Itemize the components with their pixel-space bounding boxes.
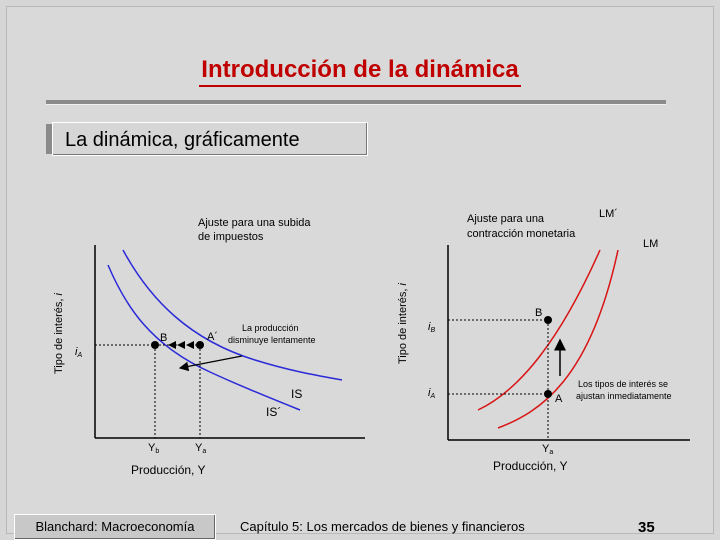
left-ia-tick: iA [75, 346, 83, 359]
right-x-axis-label: Producción, Y [493, 459, 568, 473]
left-label-b: B [160, 332, 168, 344]
footer-chapter: Capítulo 5: Los mercados de bienes y financieros [240, 519, 525, 534]
slide-title: Introducción de la dinámica [199, 56, 520, 87]
left-label-is: IS [291, 387, 303, 401]
right-point-a [544, 390, 552, 398]
left-y-axis-label: Tipo de interés, i [53, 293, 65, 374]
left-x-axis-label: Producción, Y [131, 463, 206, 477]
right-label-a: A [555, 393, 563, 405]
right-x-tick-ya: Ya [542, 443, 554, 456]
right-graph [397, 208, 690, 473]
left-note-line1: La producción [242, 323, 299, 333]
left-annotation-line1: Ajuste para una subida [198, 217, 311, 229]
right-ia-tick: iA [428, 387, 436, 400]
left-x-tick-ya: Ya [195, 442, 207, 455]
right-annotation-line1: Ajuste para una [467, 213, 545, 225]
left-is-curve [123, 250, 342, 380]
page-number: 35 [638, 519, 655, 536]
slide-subtitle: La dinámica, gráficamente [52, 122, 368, 156]
footer-book-title: Blanchard: Macroeconomía [14, 514, 216, 540]
left-label-a-prime: A´ [207, 331, 218, 343]
right-ib-tick: iB [428, 321, 436, 334]
right-note-line2: ajustan inmediatamente [576, 391, 672, 401]
left-label-is-prime: IS´ [266, 405, 282, 419]
left-adjustment-arrows [168, 341, 194, 349]
right-note-line1: Los tipos de interés se [578, 379, 669, 389]
right-label-b: B [535, 307, 543, 319]
left-point-a-prime [196, 341, 204, 349]
left-graph [53, 217, 365, 477]
left-annotation-line2: de impuestos [198, 231, 264, 243]
right-annotation-line2: contracción monetaria [467, 228, 576, 240]
right-label-lm: LM [643, 238, 659, 250]
left-note-line2: disminuye lentamente [228, 335, 316, 345]
left-x-tick-yb: Yb [148, 442, 160, 455]
right-point-b [544, 316, 552, 324]
left-point-b [151, 341, 159, 349]
right-label-lm-prime: LM´ [599, 208, 618, 220]
right-y-axis-label: Tipo de interés, i [397, 283, 409, 364]
